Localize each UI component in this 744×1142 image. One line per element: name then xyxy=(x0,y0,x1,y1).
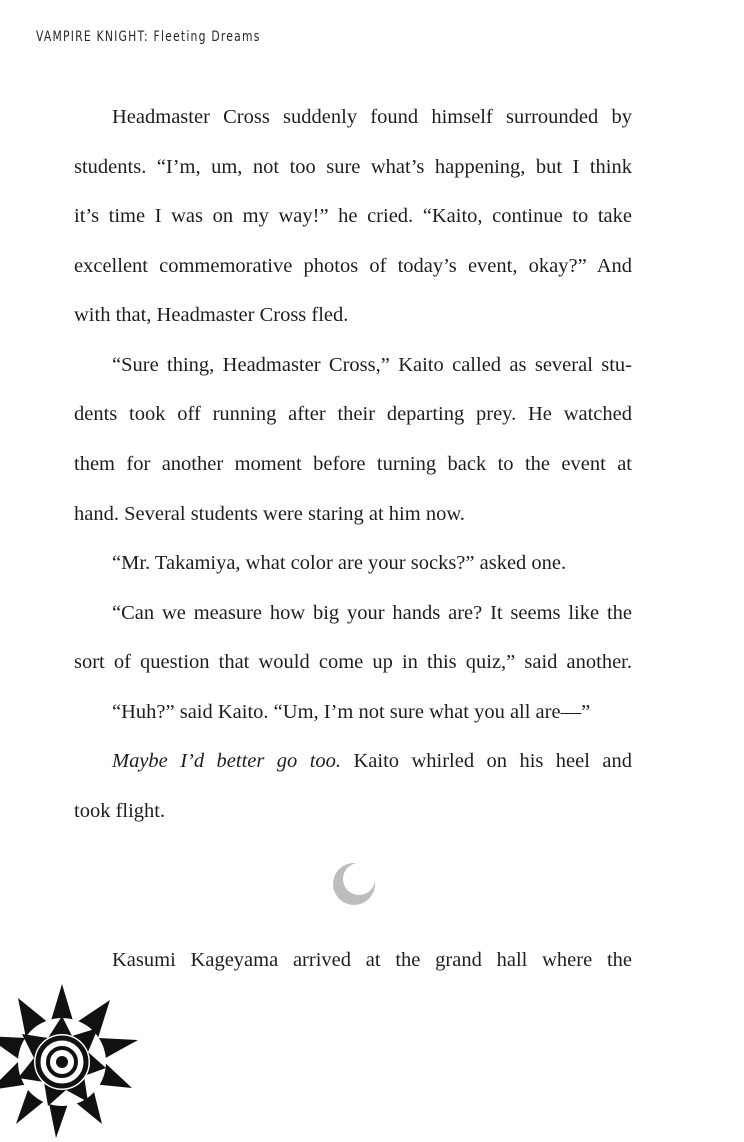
text-line: “Can we measure how big your hands are? It seems like the xyxy=(112,602,632,624)
text-line: “Huh?” said Kaito. “Um, I’m not sure what you all are—” xyxy=(112,701,591,723)
text-line: Kasumi Kageyama arrived at the grand hall where the xyxy=(112,949,632,971)
text-line: it’s time I was on my way!” he cried. “Kaito, continue to take xyxy=(74,205,632,227)
text-line: excellent commemorative photos of today’s event, okay?” And xyxy=(74,255,632,277)
text-line-rest: Kaito whirled on his heel and xyxy=(353,750,632,772)
text-line: students. “I’m, um, not too sure what’s happening, but I think xyxy=(74,156,632,178)
text-line: them for another moment before turning back to the event at xyxy=(74,453,632,475)
text-line: hand. Several students were staring at him now. xyxy=(74,503,465,525)
text-line: Headmaster Cross suddenly found himself surrounded by xyxy=(112,106,632,128)
italic-thought: Maybe I’d better go too. xyxy=(112,750,342,772)
text-line: with that, Headmaster Cross fled. xyxy=(74,304,349,326)
text-line xyxy=(112,746,632,776)
text-line: “Mr. Takamiya, what color are your socks?” asked one. xyxy=(112,552,567,574)
crescent-moon-icon xyxy=(331,861,377,907)
text-line: sort of question that would come up in this quiz,” said another. xyxy=(74,651,632,673)
text-line: dents took off running after their departing prey. He watched xyxy=(74,403,632,425)
text-line: took flight. xyxy=(74,800,166,822)
running-head: VAMPIRE KNIGHT: Fleeting Dreams xyxy=(36,29,261,45)
rose-emblem-icon xyxy=(0,982,142,1142)
text-line: “Sure thing, Headmaster Cross,” Kaito called as several stu- xyxy=(112,354,632,376)
